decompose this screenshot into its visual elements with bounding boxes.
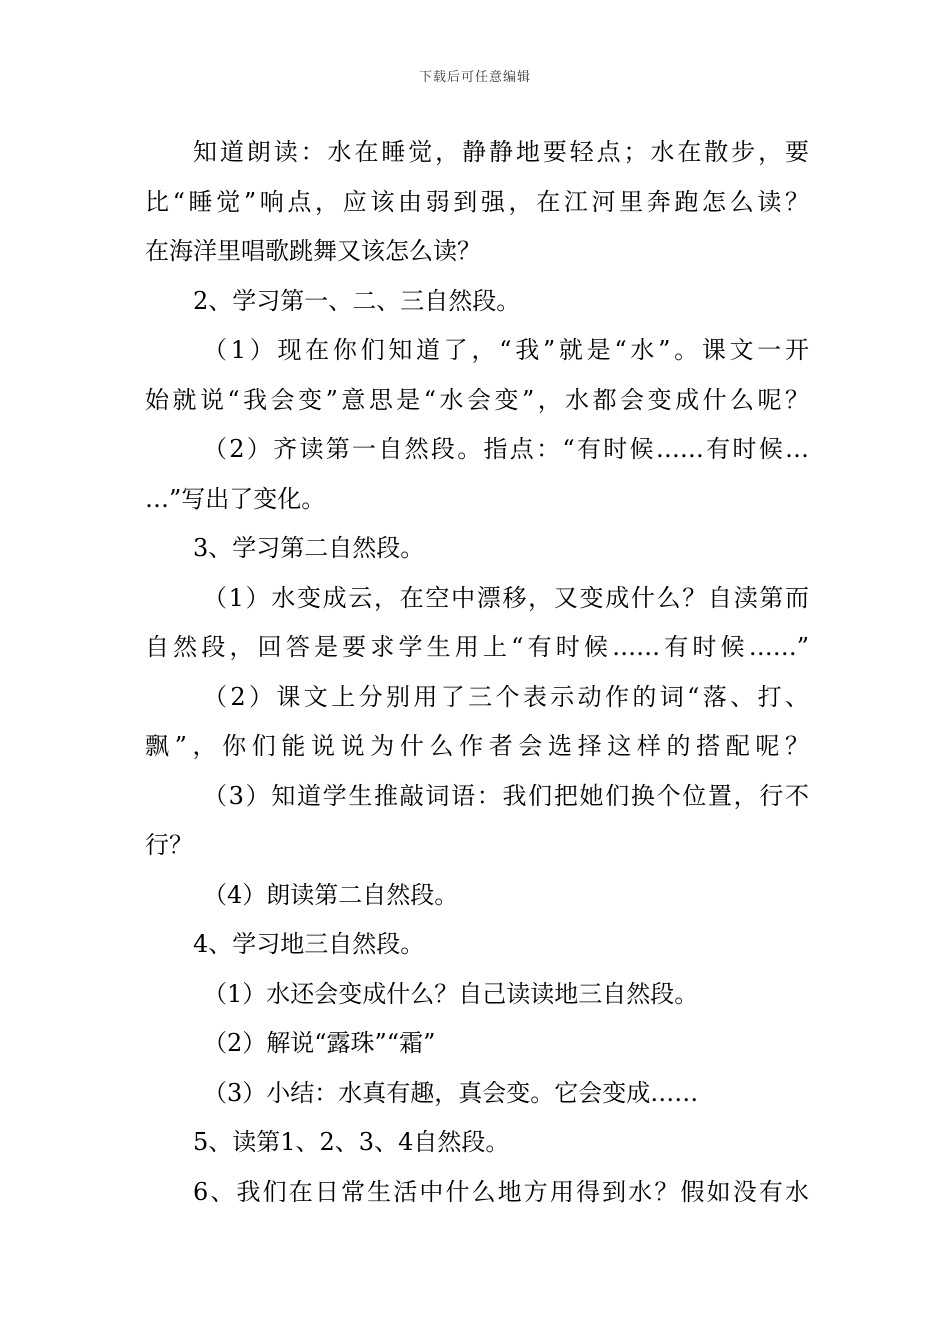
text-line: 4、学习地三自然段。 bbox=[193, 930, 425, 958]
text-line: （3）知道学生推敲词语：我们把她们换个位置，行不 bbox=[203, 781, 809, 810]
text-line: 始就说“我会变”意思是“水会变”，水都会变成什么呢？ bbox=[145, 385, 809, 414]
text-line: 飘”，你们能说说为什么作者会选择这样的搭配呢？ bbox=[145, 732, 809, 760]
text-line: 3、学习第二自然段。 bbox=[193, 534, 425, 562]
text-line: 自然段，回答是要求学生用上“有时候……有时候……” bbox=[145, 633, 809, 661]
text-line: （4）朗读第二自然段。 bbox=[203, 880, 459, 909]
text-line: （3）小结：水真有趣，真会变。它会变成…… bbox=[203, 1078, 699, 1107]
text-line: （2）课文上分别用了三个表示动作的词“落、打、 bbox=[203, 682, 809, 711]
text-line: （1）现在你们知道了，“我”就是“水”。课文一开 bbox=[203, 336, 809, 364]
text-line: 比“睡觉”响点，应该由弱到强，在江河里奔跑怎么读？ bbox=[145, 187, 809, 216]
text-line: （2）解说“露珠”“霜” bbox=[203, 1029, 436, 1057]
text-line: 在海洋里唱歌跳舞又该怎么读？ bbox=[145, 237, 481, 265]
text-line: 5、读第1、2、3、4自然段。 bbox=[193, 1128, 510, 1156]
text-line: …”写出了变化。 bbox=[145, 484, 326, 513]
page-header: 下载后可任意编辑 bbox=[418, 70, 531, 85]
document-body bbox=[145, 128, 809, 1217]
text-line: 2、学习第一、二、三自然段。 bbox=[193, 286, 521, 315]
text-line: （2）齐读第一自然段。指点：“有时候……有时候… bbox=[203, 435, 809, 463]
text-line: （1）水变成云，在空中漂移，又变成什么？自渎第而 bbox=[203, 583, 809, 612]
text-line: 知道朗读：水在睡觉，静静地要轻点；水在散步，要 bbox=[193, 138, 809, 166]
text-line: （1）水还会变成什么？自己读读地三自然段。 bbox=[203, 979, 699, 1008]
text-line: 行？ bbox=[145, 831, 193, 859]
text-line: 6、我们在日常生活中什么地方用得到水？假如没有水 bbox=[193, 1177, 809, 1206]
